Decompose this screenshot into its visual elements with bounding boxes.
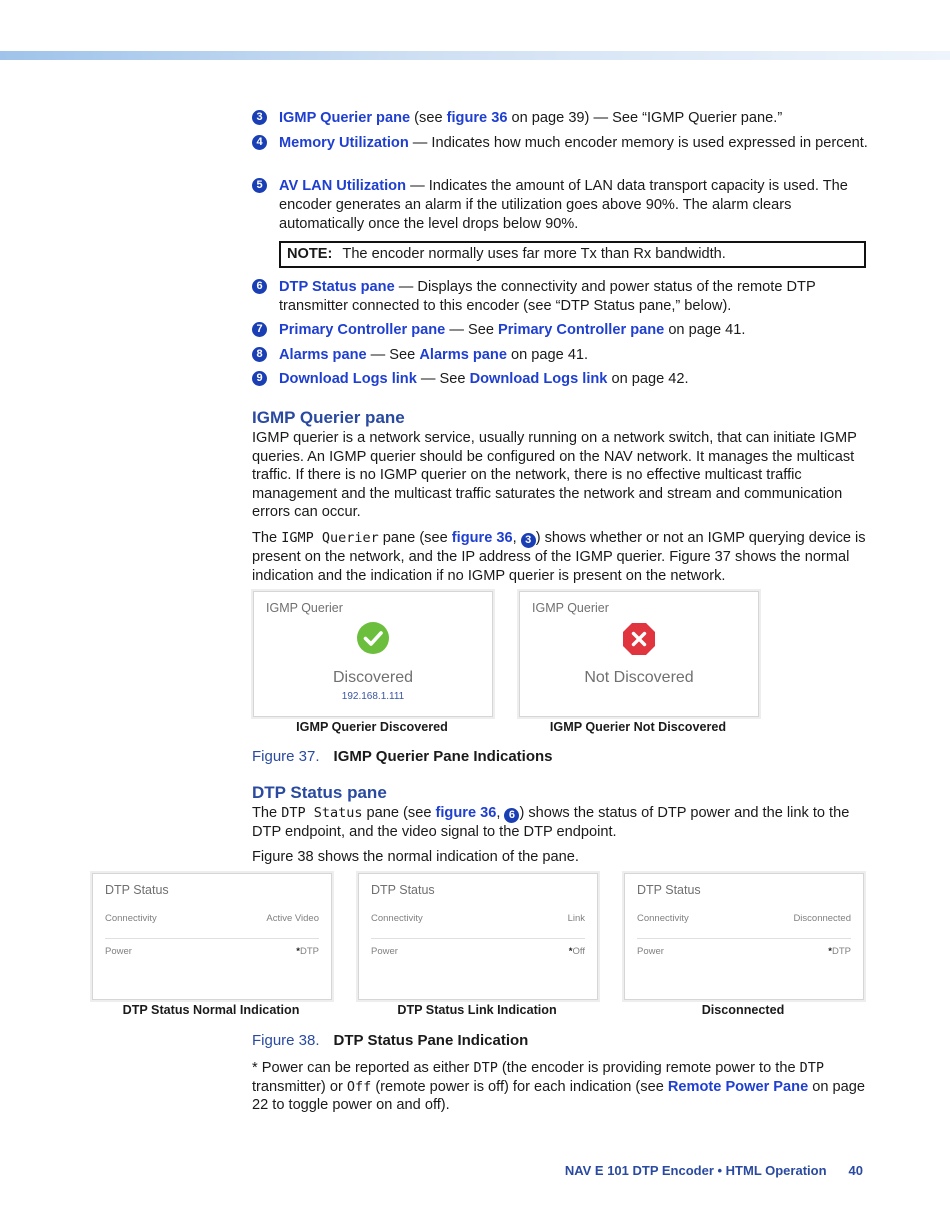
caption-igmp-not-discovered: IGMP Querier Not Discovered <box>549 720 727 734</box>
list-item: 8 Alarms pane — See Alarms pane on page 41. <box>252 346 868 365</box>
caption-dtp-link: DTP Status Link Indication <box>397 1003 557 1017</box>
igmp-not-discovered-screenshot: IGMP Querier Not Discovered <box>519 591 759 717</box>
link-figure-36[interactable]: figure 36 <box>446 110 508 126</box>
caption-dtp-normal: DTP Status Normal Indication <box>122 1003 300 1017</box>
callout-number: 9 <box>252 371 267 386</box>
list-item: 4 Memory Utilization — Indicates how much encoder memory is used expressed in percent. <box>252 134 868 153</box>
link-download-logs[interactable]: Download Logs link <box>469 371 608 387</box>
igmp-paragraph-1: IGMP querier is a network service, usually running on a network switch, that can initiate IGMP queries. An IGMP querier should be configured on the NAV network. It manages the multicast traffic. If there is no IGMP querier on the network, there is no effective multicast traffic management and the multicast traffic saturates the network and stream and communication errors can occur. <box>252 430 857 521</box>
dtp-link-screenshot: DTP Status Connectivity Link Power *Off <box>358 873 598 1000</box>
term-memory-utilization: Memory Utilization <box>279 135 409 151</box>
callout-number: 3 <box>521 533 536 548</box>
term-download-logs: Download Logs link <box>279 371 417 387</box>
footer-doc-title: NAV E 101 DTP Encoder • HTML Operation <box>564 1163 827 1178</box>
link-figure-36[interactable]: figure 36 <box>435 805 497 821</box>
list-item: 9 Download Logs link — See Download Logs link on page 42. <box>252 370 868 389</box>
link-primary-controller-pane[interactable]: Primary Controller pane <box>498 322 665 338</box>
note-label: NOTE: <box>287 246 333 262</box>
igmp-discovered-screenshot: IGMP Querier Discovered 192.168.1.111 <box>253 591 493 717</box>
term-primary-controller: Primary Controller pane <box>279 322 446 338</box>
list-item: 3 IGMP Querier pane (see figure 36 on page 39) — See “IGMP Querier pane.” <box>252 109 868 128</box>
dtp-normal-screenshot: DTP Status Connectivity Active Video Power *DTP <box>92 873 332 1000</box>
checkmark-icon <box>357 622 389 654</box>
callout-number: 6 <box>252 279 267 294</box>
term-alarms-pane: Alarms pane <box>279 347 367 363</box>
callout-number: 7 <box>252 322 267 337</box>
term-dtp-status-pane: DTP Status pane <box>279 279 395 295</box>
figure-37-caption: Figure 37. IGMP Querier Pane Indications <box>252 748 553 765</box>
figure-38-caption: Figure 38. DTP Status Pane Indication <box>252 1032 529 1049</box>
list-item: 7 Primary Controller pane — See Primary Controller pane on page 41. <box>252 321 868 340</box>
caption-igmp-discovered: IGMP Querier Discovered <box>296 720 448 734</box>
list-item: 5 AV LAN Utilization — Indicates the amount of LAN data transport capacity is used. The encoder generates an alarm if the utilization goes above 90%. The alarm clears automatically once the level drops below 90%. <box>252 177 868 234</box>
link-alarms-pane[interactable]: Alarms pane <box>419 347 507 363</box>
dtp-paragraph-2: Figure 38 shows the normal indication of the pane. <box>252 849 579 865</box>
callout-number: 3 <box>252 110 267 125</box>
section-heading-dtp: DTP Status pane <box>252 783 387 802</box>
igmp-ip-address: 192.168.1.111 <box>341 691 405 702</box>
page-number: 40 <box>848 1163 863 1178</box>
error-icon <box>622 622 656 656</box>
dtp-paragraph-1: The DTP Status pane (see figure 36, 6 ) shows the status of DTP power and the link to the DTP endpoint, and the video signal to the DTP endpoint. <box>252 805 850 840</box>
igmp-status-text: Discovered <box>332 669 414 686</box>
page-footer <box>565 1163 863 1178</box>
link-igmp-querier-pane[interactable]: IGMP Querier pane <box>279 110 411 126</box>
callout-number: 6 <box>504 808 519 823</box>
caption-dtp-disconnected: Disconnected <box>701 1003 785 1017</box>
note-text: The encoder normally uses far more Tx than Rx bandwidth. <box>342 246 726 262</box>
callout-number: 4 <box>252 135 267 150</box>
power-footnote: * Power can be reported as either DTP (the encoder is providing remote power to the DTP transmitter) or Off (remote power is off) for each indication (see Remote Power Pane on page 22 to toggle power on and off). <box>252 1060 865 1114</box>
link-remote-power-pane[interactable]: Remote Power Pane <box>667 1078 809 1095</box>
header-band <box>0 51 950 60</box>
igmp-status-text: Not Discovered <box>584 669 694 686</box>
term-av-lan-utilization: AV LAN Utilization <box>279 178 407 194</box>
note-box <box>279 241 866 268</box>
link-figure-36[interactable]: figure 36 <box>451 530 513 546</box>
callout-number: 5 <box>252 178 267 193</box>
igmp-paragraph-2: The IGMP Querier pane (see figure 36, 3 ) shows whether or not an IGMP querying device is present on the network, and the IP address of the IGMP querier. Figure 37 shows the normal indication and the indication if no IGMP querier is present on the network. <box>252 530 866 584</box>
dtp-disconnected-screenshot: DTP Status Connectivity Disconnected Power *DTP <box>624 873 864 1000</box>
list-item: 6 DTP Status pane — Displays the connectivity and power status of the remote DTP transmitter connected to this encoder (see “DTP Status pane,” below). <box>252 278 868 316</box>
section-heading-igmp: IGMP Querier pane <box>252 408 405 427</box>
callout-number: 8 <box>252 347 267 362</box>
